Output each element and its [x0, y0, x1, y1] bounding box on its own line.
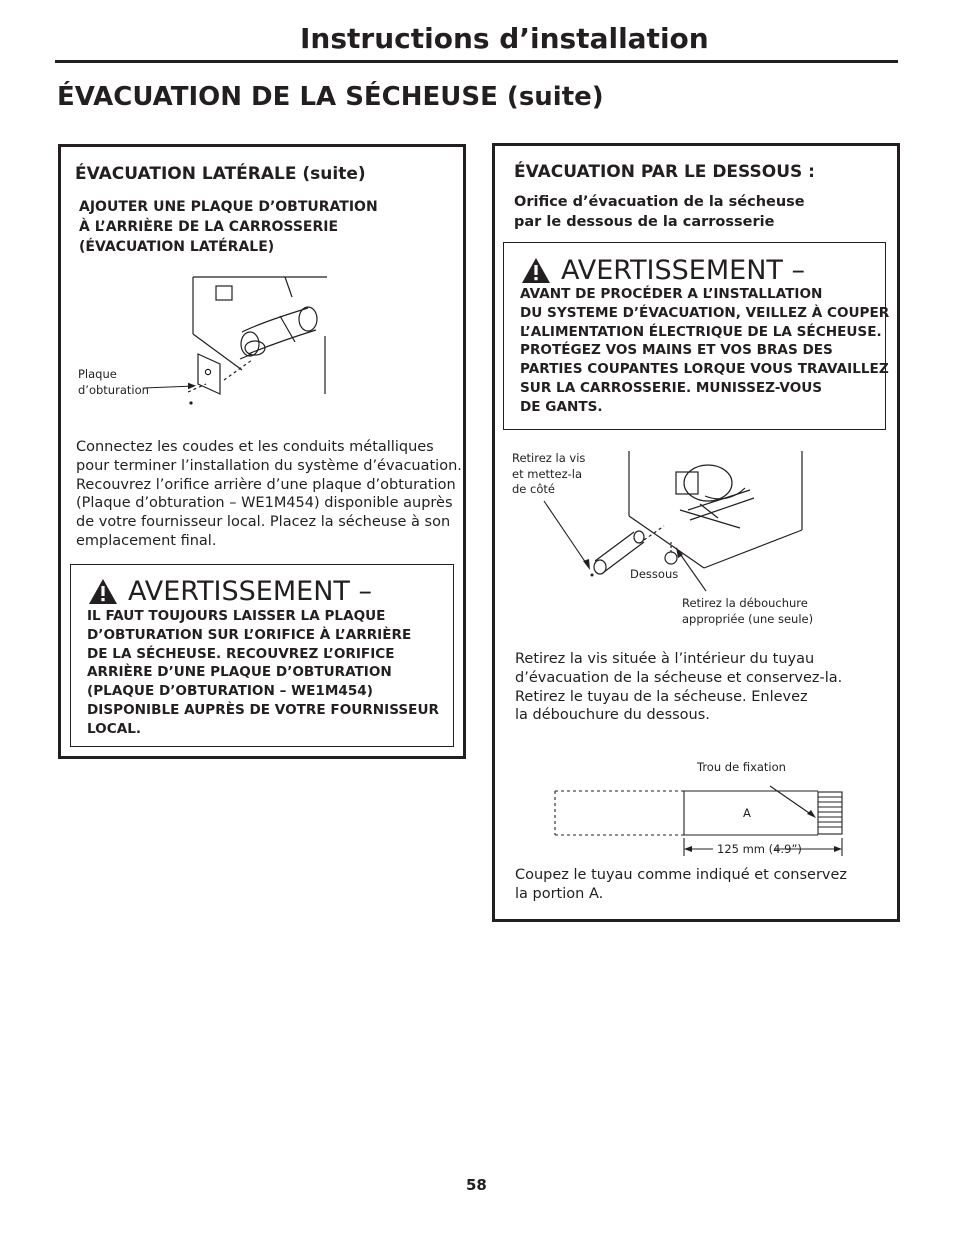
- remove-screw-label: Retirez la vis et mettez-la de côté: [512, 451, 586, 496]
- portion-a-label: A: [743, 806, 751, 820]
- section-title: ÉVACUATION DE LA SÉCHEUSE (suite): [57, 82, 604, 112]
- page-number: 58: [466, 1176, 487, 1194]
- right-subheading: Orifice d’évacuation de la sécheuse par le dessous de la carrosserie: [514, 194, 805, 230]
- cut-pipe-diagram: [550, 780, 850, 860]
- dimension-label: 125 mm (4.9”): [717, 842, 802, 856]
- left-caps-heading: AJOUTER UNE PLAQUE D’OBTURATION À L’ARRIÈRE DE LA CARROSSERIE (ÉVACUATION LATÉRALE): [79, 199, 378, 255]
- right-body-text: Retirez la vis située à l’intérieur du tuyau d’évacuation de la sécheuse et conservez-la. Retirez le tuyau de la sécheuse. Enlevez la débouchure du dessous.: [515, 651, 843, 724]
- knockout-pointer: [670, 545, 720, 595]
- left-subhead: ÉVACUATION LATÉRALE (suite): [75, 164, 366, 184]
- left-warning-text: IL FAUT TOUJOURS LAISSER LA PLAQUE D’OBTURATION SUR L’ORIFICE À L’ARRIÈRE DE LA SÉCHEUSE. RECOUVREZ L’ORIFICE ARRIÈRE D’UNE PLAQUE D’OBTURATION (PLAQUE D’OBTURATION – WE1M454) DISPONIBLE AUPRÈS DE VOTRE FOURNISSEUR LOCAL.: [87, 608, 439, 737]
- page-header-title: Instructions d’installation: [300, 22, 709, 55]
- right-warning-title: AVERTISSEMENT –: [521, 255, 805, 286]
- knockout-label: Retirez la débouchure appropriée (une seule): [682, 596, 814, 626]
- header-rule: [55, 60, 898, 63]
- bottom-label: Dessous: [630, 567, 679, 581]
- right-subhead: ÉVACUATION PAR LE DESSOUS :: [514, 162, 815, 182]
- warning-icon: [88, 578, 118, 605]
- mounting-hole-label: Trou de fixation: [697, 760, 786, 774]
- plug-plate-pointer: [140, 380, 200, 394]
- plug-plate-illustration: [180, 272, 340, 412]
- remove-screw-pointer: [540, 498, 600, 578]
- right-warning-text: AVANT DE PROCÉDER A L’INSTALLATION DU SYSTEME D’ÉVACUATION, VEILLEZ À COUPER L’ALIMENTATION ÉLECTRIQUE DE LA SÉCHEUSE. PROTÉGEZ VOS MAINS ET VOS BRAS DES PARTIES COUPANTES LORQUE VOUS TRAVAILLEZ SUR LA CARROSSERIE. MUNISSEZ-VOUS DE GANTS.: [520, 286, 890, 415]
- left-body-text: Connectez les coudes et les conduits métalliques pour terminer l’installation du système d’évacuation. Recouvrez l’orifice arrière d’une plaque d’obturation (Plaque d’obturation – WE1M454) disponible auprès de votre fournisseur local. Placez la sécheuse à son emplacement final.: [76, 439, 462, 549]
- screw-dot: [189, 401, 192, 404]
- cut-instruction-text: Coupez le tuyau comme indiqué et conservez la portion A.: [515, 867, 848, 902]
- left-warning-title: AVERTISSEMENT –: [88, 576, 372, 607]
- plug-plate-label: Plaque d’obturation: [78, 367, 149, 397]
- warning-icon: [521, 257, 551, 284]
